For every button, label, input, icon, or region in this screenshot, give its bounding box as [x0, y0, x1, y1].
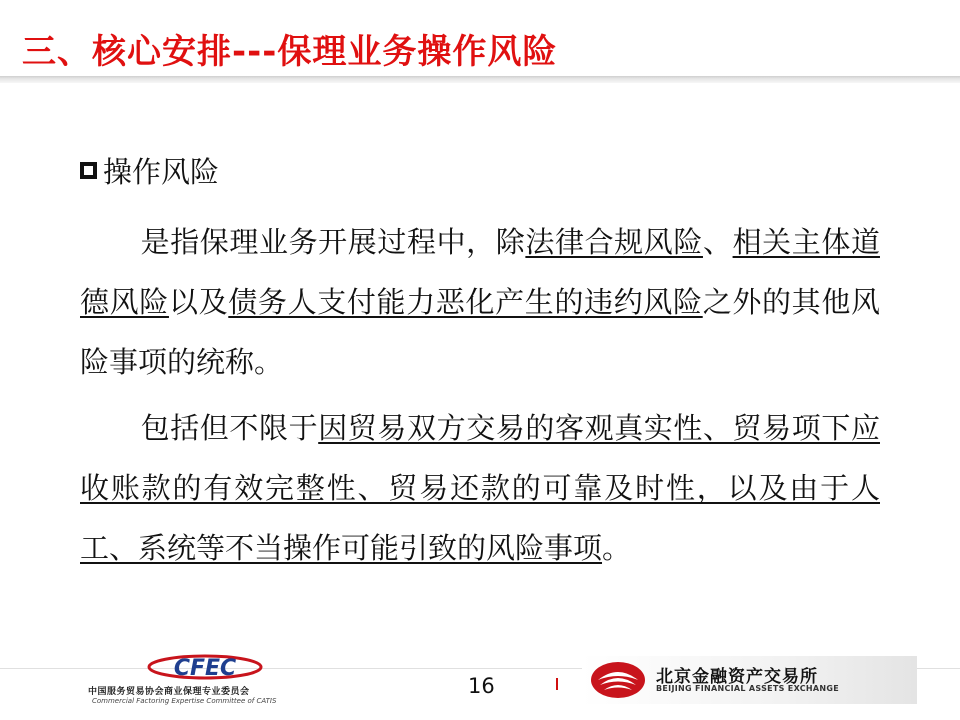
definition-paragraph — [80, 212, 880, 392]
section-heading-text: 操作风险 — [103, 154, 220, 189]
cbaex-english-name: BEIJING FINANCIAL ASSETS EXCHANGE — [656, 684, 840, 693]
scope-paragraph — [80, 398, 880, 578]
paragraph2-text-2: 。 — [602, 531, 632, 565]
cfec-org-name: 中国服务贸易协会商业保理专业委员会 — [88, 687, 250, 697]
page-number: 16 — [468, 674, 495, 698]
paragraph2-underline-1: 因贸易双方交易的客观真实性、贸易项下应收账款的有效完整性、贸易还款的可靠及时性，以及由于人工、系统等不当操作可能引致的风险事项 — [80, 411, 880, 565]
paragraph1-text-1: 是指保理业务开展过程中，除 — [140, 225, 526, 259]
cfec-org-english: Commercial Factoring Expertise Committee of CATIS — [92, 697, 277, 705]
paragraph1-underline-3: 债务人支付能力恶化产生的违约风险 — [228, 285, 703, 319]
cbaex-logo-icon — [588, 660, 648, 700]
paragraph2-text-1: 包括但不限于 — [140, 411, 319, 445]
paragraph1-text-4: 之外的其他风险事项的统称。 — [80, 285, 880, 379]
cbaex-name: 北京金融资产交易所 — [656, 667, 818, 687]
paragraph1-text-3: 以及 — [168, 285, 229, 319]
title-divider — [0, 76, 960, 83]
cfec-wordmark: CFEC — [173, 656, 237, 681]
paragraph1-underline-2: 相关主体道德风险 — [80, 225, 880, 319]
square-bullet-icon — [80, 162, 97, 179]
cfec-logo — [145, 652, 265, 682]
paragraph1-underline-1: 法律合规风险 — [525, 225, 703, 259]
section-heading — [80, 152, 219, 188]
paragraph1-text-2: 、 — [702, 225, 733, 259]
slide-title: 三、核心安排---保理业务操作风险 — [22, 32, 558, 72]
red-marker — [556, 678, 558, 690]
